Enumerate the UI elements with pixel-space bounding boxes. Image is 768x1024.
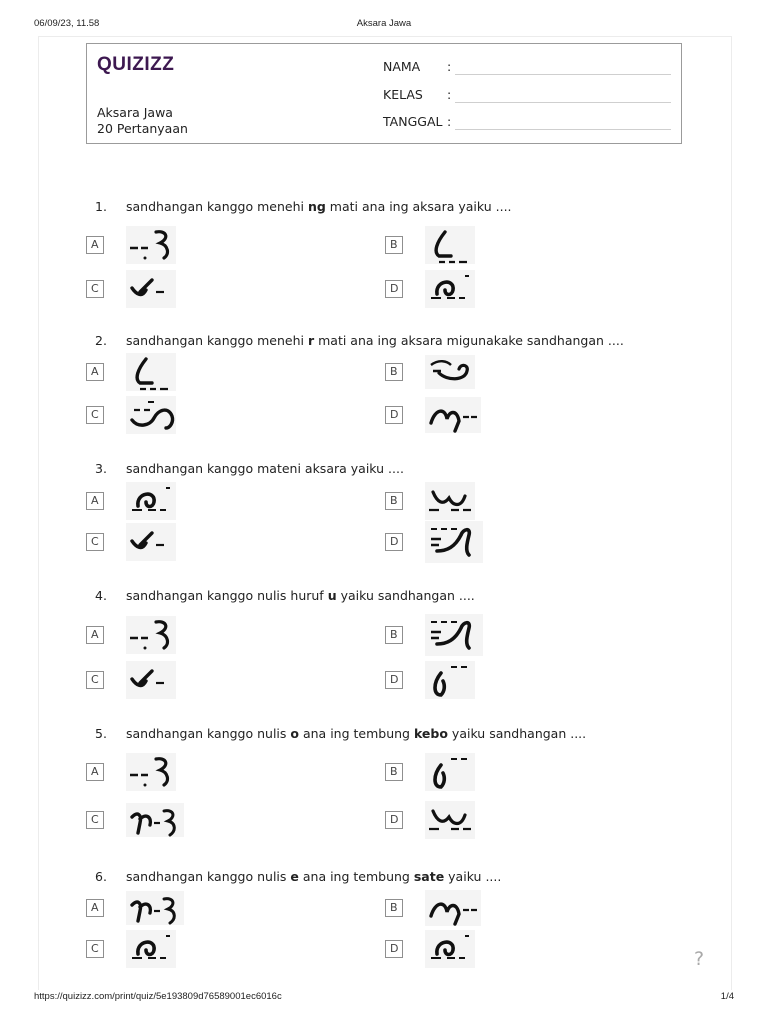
class-field (383, 87, 451, 102)
option-c-taling-tarung-glyph (126, 803, 184, 837)
option-b-label: B (385, 626, 403, 644)
question-text: sandhangan kanggo menehi r mati ana ing aksara migunakake sandhangan .... (126, 333, 624, 348)
class-line (455, 102, 671, 103)
option-c-layar-glyph (126, 930, 176, 968)
option-a-label: A (86, 492, 104, 510)
option-a-label: A (86, 626, 104, 644)
option-d-cakra-glyph (425, 801, 475, 839)
question-number: 1. (95, 199, 107, 214)
date-line (455, 129, 671, 130)
option-d-label: D (385, 671, 403, 689)
question-number: 2. (95, 333, 107, 348)
option-a-wignyan-glyph (126, 353, 176, 391)
print-date: 06/09/23, 11.58 (34, 18, 100, 29)
option-b-suku-glyph (425, 890, 481, 926)
option-a-cecak-glyph (126, 226, 176, 264)
student-info-box (86, 43, 682, 144)
question-text: sandhangan kanggo menehi ng mati ana ing aksara yaiku .... (126, 199, 512, 214)
option-b-cakra-glyph (425, 482, 475, 520)
option-d-keret-glyph (425, 521, 483, 563)
option-c-label: C (86, 811, 104, 829)
question-number: 6. (95, 869, 107, 884)
option-a-label: A (86, 236, 104, 254)
option-c-pangkon-glyph (126, 523, 176, 561)
name-field (383, 59, 451, 74)
option-b-pepet-glyph (425, 355, 475, 389)
quiz-title: Aksara Jawa (97, 105, 173, 120)
question-number: 4. (95, 588, 107, 603)
print-title: Aksara Jawa (356, 18, 412, 29)
option-a-label: A (86, 363, 104, 381)
option-b-label: B (385, 492, 403, 510)
option-b-label: B (385, 363, 403, 381)
question-text: sandhangan kanggo mateni aksara yaiku .... (126, 461, 404, 476)
date-field (383, 114, 451, 129)
option-a-layar-glyph (126, 482, 176, 520)
question-text: sandhangan kanggo nulis e ana ing tembung sate yaiku .... (126, 869, 502, 884)
date-colon: : (447, 114, 452, 129)
date-label: TANGGAL (383, 114, 443, 129)
option-b-label: B (385, 236, 403, 254)
option-c-label: C (86, 280, 104, 298)
name-line (455, 74, 671, 75)
print-footer (34, 991, 734, 1005)
page-number: 1/4 (720, 991, 734, 1002)
option-b-wignyan-glyph (425, 226, 475, 264)
question-number: 5. (95, 726, 107, 741)
option-c-label: C (86, 533, 104, 551)
option-d-label: D (385, 533, 403, 551)
print-url: https://quizizz.com/print/quiz/5e193809d76589001ec6016c (34, 991, 282, 1002)
option-c-label: C (86, 940, 104, 958)
question-number: 3. (95, 461, 107, 476)
option-d-layar-glyph (425, 270, 475, 308)
quizizz-logo (97, 52, 177, 74)
option-d-label: D (385, 811, 403, 829)
option-c-label: C (86, 406, 104, 424)
option-d-suku-glyph (425, 397, 481, 433)
option-a-label: A (86, 763, 104, 781)
print-header (34, 18, 734, 32)
option-d-layar-glyph (425, 930, 475, 968)
option-d-wulu-glyph (425, 661, 475, 699)
option-a-taling-tarung-glyph (126, 891, 184, 925)
option-b-keret-glyph (425, 614, 483, 656)
class-label: KELAS (383, 87, 423, 102)
option-a-cecak-glyph (126, 616, 176, 654)
option-c-label: C (86, 671, 104, 689)
question-text: sandhangan kanggo nulis o ana ing tembung kebo yaiku sandhangan .... (126, 726, 587, 741)
question-count: 20 Pertanyaan (97, 121, 188, 136)
option-d-label: D (385, 280, 403, 298)
option-d-label: D (385, 940, 403, 958)
svg-text:QUIZIZZ: QUIZIZZ (97, 54, 175, 74)
class-colon: : (447, 87, 452, 102)
option-c-taling-glyph (126, 396, 176, 434)
help-icon[interactable]: ? (694, 948, 705, 970)
name-label: NAMA (383, 59, 421, 74)
option-b-label: B (385, 763, 403, 781)
question-text: sandhangan kanggo nulis huruf u yaiku sandhangan .... (126, 588, 475, 603)
option-c-pangkon-glyph (126, 270, 176, 308)
option-b-label: B (385, 899, 403, 917)
option-b-wulu-glyph (425, 753, 475, 791)
name-colon: : (447, 59, 452, 74)
option-a-cecak-glyph (126, 753, 176, 791)
option-c-pangkon-glyph (126, 661, 176, 699)
option-d-label: D (385, 406, 403, 424)
option-a-label: A (86, 899, 104, 917)
